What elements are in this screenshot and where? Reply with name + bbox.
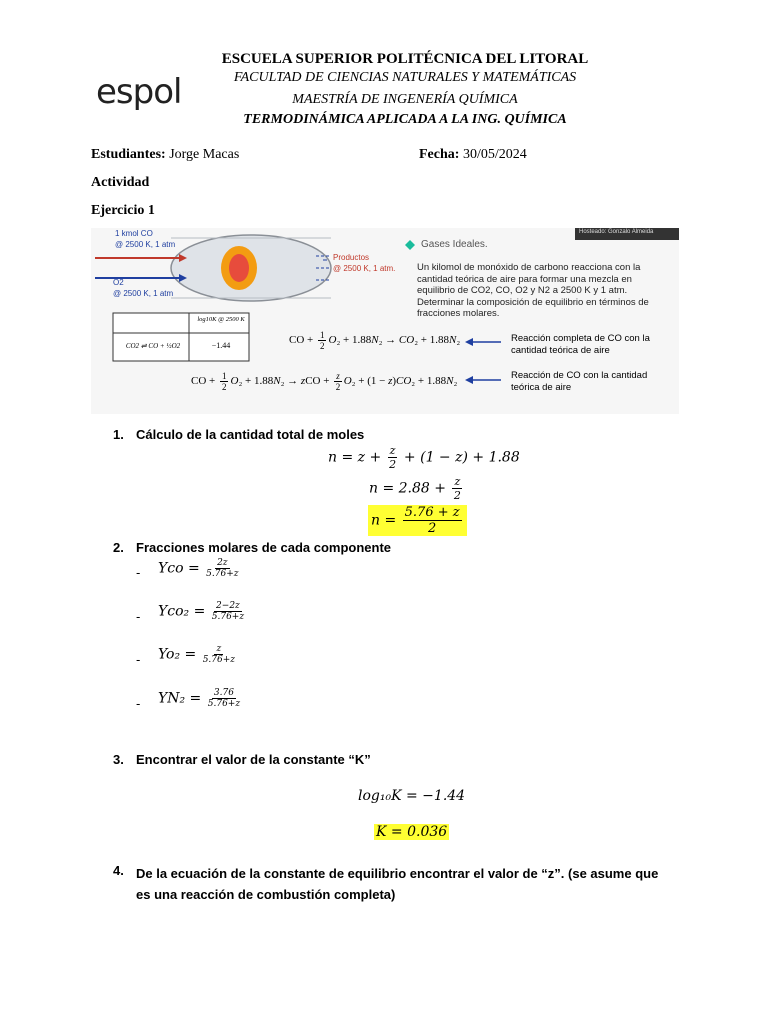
masters-name: MAESTRÍA DE INGENERÍA QUÍMICA: [292, 92, 518, 107]
note-equilibrium-reaction: Reacción de CO con la cantidad teórica de aire: [511, 370, 648, 393]
table-value: −1.44: [211, 341, 231, 350]
table-header: log10K @ 2500 K: [197, 316, 245, 323]
equilibrium-reaction-eq: CO + $\frac{1}{2}$ O₂ + 1.88N₂ → zCO + $\frac{z}{2}$ O₂ + (1 − z)CO₂ + 1.88N₂: [191, 371, 458, 392]
students-value: Jorge Macas: [169, 147, 240, 162]
section-3-number: 3.: [113, 752, 124, 767]
y-co-equation: Yco = $\frac{2z}{5.76+z}$: [158, 558, 239, 579]
products-conditions: @ 2500 K, 1 atm.: [333, 264, 396, 273]
table-reaction: CO2 ⇌ CO + ½O2: [125, 342, 181, 350]
dash-bullet: -: [136, 609, 141, 624]
problem-statement: Un kilomol de monóxido de carbono reacciona con la cantidad teórica de aire para formar una mezcla en equilibrio de CO2, CO, O2 y N2 a 2500 K y 1 atm. Determinar la composición de equilibrio en términos de fracciones molares.: [417, 262, 649, 319]
section-1-number: 1.: [113, 427, 124, 442]
inlet-co-conditions: @ 2500 K, 1 atm: [115, 240, 176, 249]
log-k-equation: log₁₀K = −1.44: [358, 788, 466, 804]
date-value: 30/05/2024: [462, 147, 527, 162]
faculty-name: FACULTAD DE CIENCIAS NATURALES Y MATEMÁTICAS: [233, 70, 577, 85]
inlet-o2-conditions: @ 2500 K, 1 atm: [113, 289, 174, 298]
section-3-title: Encontrar el valor de la constante “K”: [136, 752, 371, 767]
dash-bullet: -: [136, 565, 141, 580]
moles-equation-1: n = z + $\frac{z}{2}$ + (1 − z) + 1.88: [328, 444, 520, 471]
dash-bullet: -: [136, 652, 141, 667]
school-name: ESCUELA SUPERIOR POLITÉCNICA DEL LITORAL: [221, 51, 589, 67]
k-value-equation: K = 0.036: [376, 824, 448, 840]
complete-reaction-eq: CO + $\frac{1}{2}$ O₂ + 1.88N₂ → CO₂ + 1.88N₂: [289, 330, 461, 351]
moles-equation-2: n = 2.88 + $\frac{z}{2}$: [369, 475, 461, 502]
section-2-title: Fracciones molares de cada componente: [136, 540, 392, 555]
section-4-number: 4.: [113, 863, 124, 878]
bullet-text: Gases Ideales.: [421, 239, 488, 250]
section-1-title: Cálculo de la cantidad total de moles: [136, 427, 365, 442]
date-label: Fecha:: [419, 147, 460, 162]
activity-heading: Actividad: [91, 175, 150, 190]
section-2-number: 2.: [113, 540, 124, 555]
inlet-co-label: 1 kmol CO: [115, 229, 153, 238]
y-co2-equation: Yco₂ = $\frac{2-2z}{5.76+z}$: [158, 601, 245, 622]
exercise-heading: Ejercicio 1: [91, 203, 155, 218]
students-line: [91, 147, 239, 163]
y-o2-equation: Yo₂ = $\frac{z}{5.76+z}$: [158, 644, 236, 665]
espol-logo: espol: [96, 72, 182, 112]
students-label: Estudiantes:: [91, 147, 166, 162]
course-name: TERMODINÁMICA APLICADA A LA ING. QUÍMICA: [243, 112, 567, 127]
section-4-title: De la ecuación de la constante de equilibrio encontrar el valor de “z”. (se asume que es una reacción de combustión completa): [136, 866, 659, 902]
date-line: [419, 147, 527, 163]
inlet-o2-label: O2: [113, 278, 124, 287]
moles-equation-result: n = $\frac{5.76 + z}{2}$: [368, 505, 467, 536]
host-banner: Hosteado: Gonzalo Almeida: [579, 229, 654, 235]
products-label: Productos: [333, 253, 370, 262]
dash-bullet: -: [136, 696, 141, 711]
problem-figure: [91, 228, 679, 414]
note-complete-reaction: Reacción completa de CO con la cantidad teórica de aire: [511, 333, 650, 356]
y-n2-equation: YN₂ = $\frac{3.76}{5.76+z}$: [158, 688, 241, 709]
